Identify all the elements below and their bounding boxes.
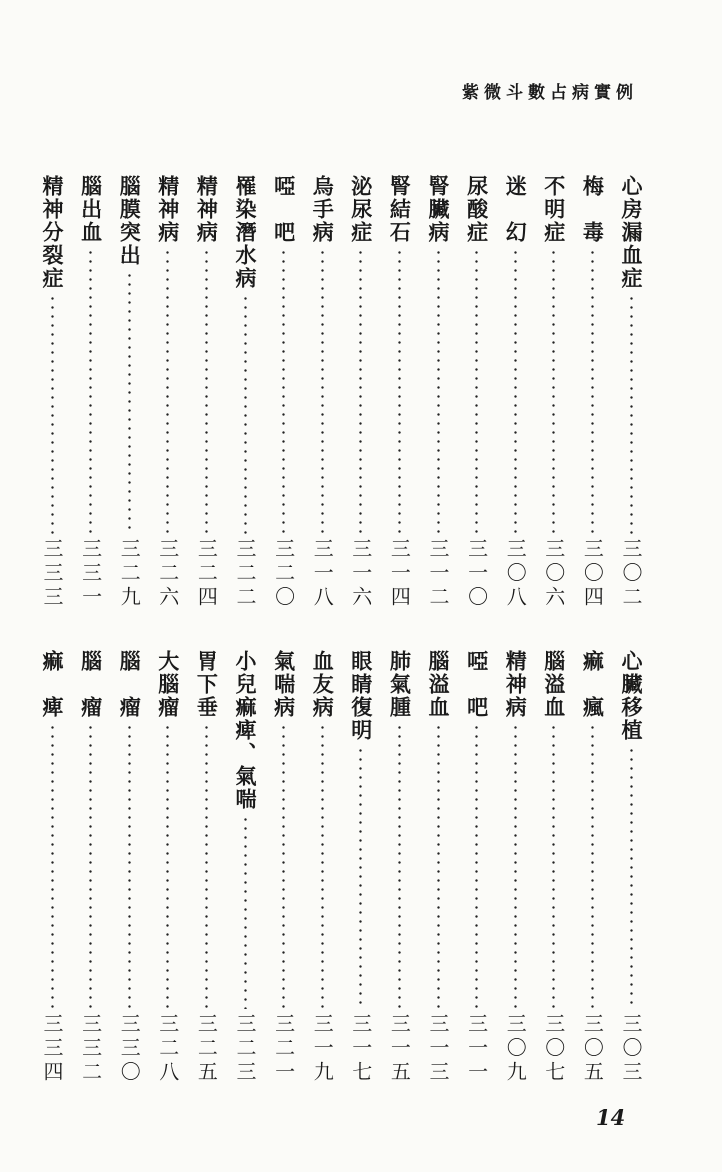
toc-entry-title: 痲 瘋 [580, 650, 606, 719]
toc-entry-title: 泌尿症 [348, 175, 374, 244]
dot-leader [244, 815, 247, 1009]
toc-entry-title: 胃下垂 [194, 650, 220, 719]
toc-entry-title: 腎結石 [387, 175, 413, 244]
toc-entry-page: 三一〇 [464, 538, 489, 610]
toc-entry-page: 三〇四 [580, 538, 605, 610]
dot-leader [398, 248, 401, 534]
toc-entry-page: 三二六 [155, 538, 180, 610]
toc-entry [76, 650, 106, 1085]
toc-entry-title: 眼睛復明 [348, 650, 374, 742]
toc-entry-title: 腦膜突出 [117, 175, 143, 267]
dot-leader [128, 723, 131, 1009]
toc-entry-page: 三二二 [233, 538, 257, 610]
running-header: 紫微斗數占病實例 [462, 83, 638, 103]
toc-entry-page: 三一六 [348, 538, 373, 610]
dot-leader [321, 723, 324, 1009]
toc-entry [114, 175, 144, 610]
toc-entry [423, 175, 453, 610]
toc-entry-title: 精神病 [155, 175, 181, 244]
dot-leader [51, 294, 54, 534]
toc-entry-page: 三〇二 [619, 538, 643, 610]
dot-leader [514, 248, 517, 534]
toc-entry [577, 175, 607, 610]
toc-entry-page: 三一七 [348, 1013, 373, 1085]
toc-entry [307, 175, 337, 610]
toc-entry [423, 650, 453, 1085]
toc-entry [539, 650, 569, 1085]
dot-leader [51, 723, 54, 1009]
dot-leader [475, 248, 478, 534]
toc-entry [76, 175, 106, 610]
toc-entry-title: 腦出血 [78, 175, 104, 244]
toc-entry-title: 尿酸症 [464, 175, 490, 244]
dot-leader [166, 723, 169, 1009]
toc-entry-page: 三三一 [78, 538, 103, 610]
toc-entry [616, 175, 646, 610]
toc-entry-title: 罹染潛水病 [233, 175, 258, 290]
toc-entry-title: 腦溢血 [426, 650, 451, 719]
dot-leader [591, 723, 594, 1009]
toc-entry-title: 腦 瘤 [117, 650, 143, 719]
dot-leader [244, 294, 247, 534]
toc-entry-page: 三二一 [271, 1013, 296, 1085]
dot-leader [630, 746, 633, 1009]
toc-entry-page: 三三二 [78, 1013, 103, 1085]
dot-leader [282, 248, 285, 534]
toc-entry [384, 650, 414, 1085]
dot-leader [398, 723, 401, 1009]
dot-leader [128, 271, 131, 534]
toc-entry-page: 三〇五 [580, 1013, 605, 1085]
dot-leader [321, 248, 324, 534]
toc-entry-page: 三〇八 [503, 538, 528, 610]
toc-entry-page: 三二〇 [271, 538, 296, 610]
toc-entry-title: 精神分裂症 [40, 175, 65, 290]
toc-entry-title: 烏手病 [310, 175, 336, 244]
dot-leader [475, 723, 478, 1009]
toc-entry [191, 175, 221, 610]
toc-entry-page: 三二五 [194, 1013, 219, 1085]
toc-entry [577, 650, 607, 1085]
toc-entry-title: 心房漏血症 [619, 175, 644, 290]
toc-entry-page: 三一九 [310, 1013, 335, 1085]
toc-entry-page: 三一八 [310, 538, 335, 610]
toc-entry-page: 三一五 [387, 1013, 412, 1085]
toc-entry-title: 痲 痺 [40, 650, 65, 719]
toc-entry-page: 三〇六 [541, 538, 566, 610]
toc-entry-page: 三二九 [117, 538, 142, 610]
toc-entry-page: 三三〇 [117, 1013, 142, 1085]
dot-leader [282, 723, 285, 1009]
dot-leader [205, 248, 208, 534]
toc-entry-page: 三〇七 [541, 1013, 566, 1085]
toc-entry-page: 三〇三 [619, 1013, 643, 1085]
toc-entry-title: 小兒痲痺、氣喘 [233, 650, 258, 811]
toc-entry-title: 迷 幻 [503, 175, 529, 244]
toc-entry-title: 大腦瘤 [155, 650, 181, 719]
toc-entry [269, 175, 299, 610]
dot-leader [630, 294, 633, 534]
dot-leader [205, 723, 208, 1009]
toc-entry [269, 650, 299, 1085]
toc-entry [384, 175, 414, 610]
dot-leader [359, 248, 362, 534]
toc-entry-page: 三一四 [387, 538, 412, 610]
dot-leader [591, 248, 594, 534]
toc-entry-page: 三〇九 [503, 1013, 528, 1085]
toc-entry [616, 650, 646, 1085]
toc-entry [153, 175, 183, 610]
toc-entry-page: 三二四 [194, 538, 219, 610]
toc-entry-title: 腦 瘤 [78, 650, 104, 719]
toc-entry [462, 650, 492, 1085]
toc-entry [153, 650, 183, 1085]
toc-entry [500, 650, 530, 1085]
toc-entry-page: 三一三 [426, 1013, 450, 1085]
dot-leader [437, 248, 440, 534]
toc-entry-page: 三二八 [155, 1013, 180, 1085]
toc-entry-title: 腎臟病 [426, 175, 451, 244]
dot-leader [89, 723, 92, 1009]
dot-leader [359, 746, 362, 1009]
toc-entry [37, 650, 67, 1085]
toc-entry [114, 650, 144, 1085]
toc-entry [307, 650, 337, 1085]
dot-leader [89, 248, 92, 534]
toc-entry-title: 精神病 [194, 175, 220, 244]
dot-leader [514, 723, 517, 1009]
toc-entry [37, 175, 67, 610]
toc-entry [462, 175, 492, 610]
dot-leader [166, 248, 169, 534]
toc-entry-title: 腦溢血 [541, 650, 567, 719]
dot-leader [552, 248, 555, 534]
toc-entry [346, 175, 376, 610]
page-number: 14 [596, 1105, 626, 1130]
toc-entry-title: 血友病 [310, 650, 336, 719]
toc-entry-title: 肺氣腫 [387, 650, 413, 719]
toc-entry-title: 啞 吧 [464, 650, 490, 719]
toc-entry [230, 650, 260, 1085]
toc-entry [346, 650, 376, 1085]
toc-entry-page: 三二三 [233, 1013, 257, 1085]
toc-entry-page: 三一二 [426, 538, 450, 610]
toc-entry-page: 三三三 [40, 538, 64, 610]
toc-entry [230, 175, 260, 610]
dot-leader [552, 723, 555, 1009]
toc-entry-title: 氣喘病 [271, 650, 297, 719]
dot-leader [437, 723, 440, 1009]
toc-entry [191, 650, 221, 1085]
toc-entry-title: 心臟移植 [619, 650, 644, 742]
toc-entry-title: 梅 毒 [580, 175, 606, 244]
toc-entry-page: 三三四 [40, 1013, 64, 1085]
toc-entry-title: 不明症 [541, 175, 567, 244]
toc-entry-page: 三一一 [464, 1013, 489, 1085]
toc-entry-title: 精神病 [503, 650, 529, 719]
toc-entry-title: 啞 吧 [271, 175, 297, 244]
toc-entry [539, 175, 569, 610]
toc-entry [500, 175, 530, 610]
